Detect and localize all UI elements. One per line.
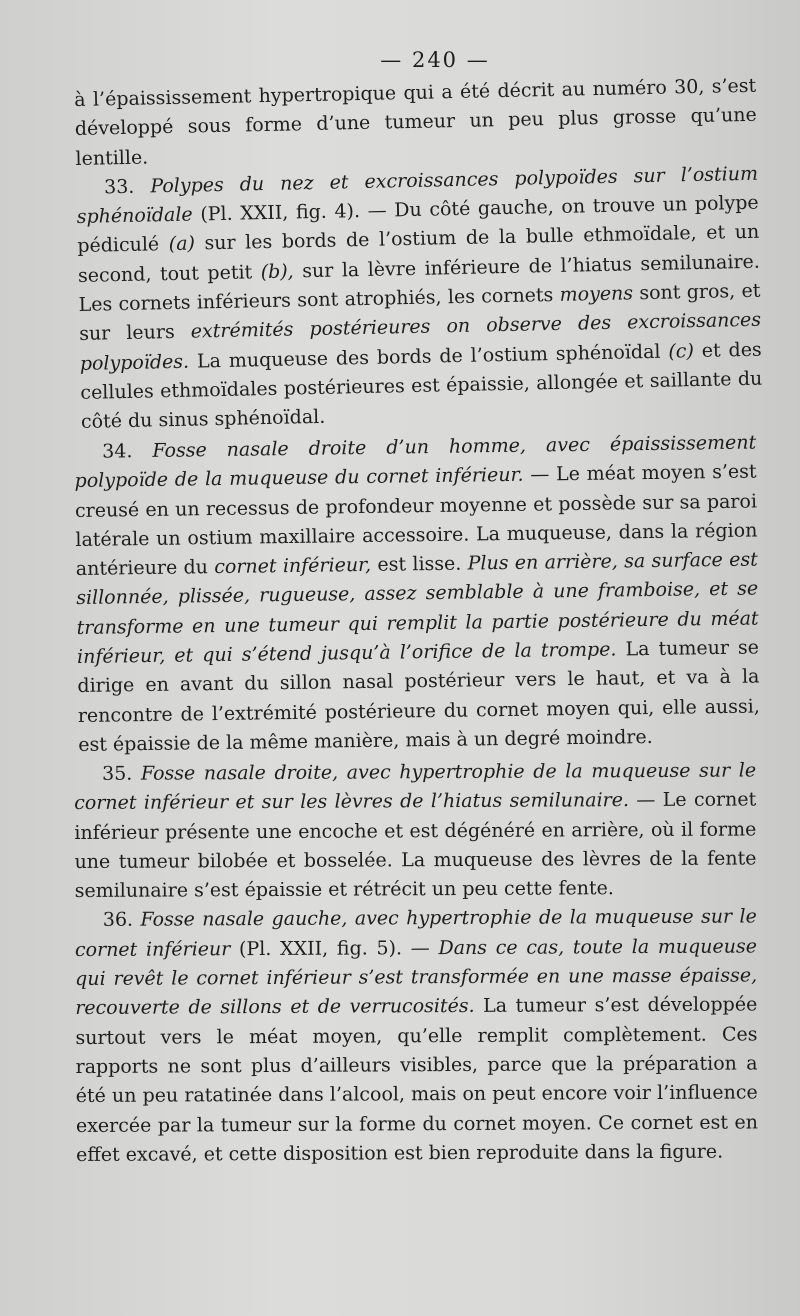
paragraph-text: à l’épaississement hypertropique qui a été décrit au numéro 30, s’est développé sous forme d’une tumeur un peu plus grosse qu’une lentille. xyxy=(74,74,757,170)
italic-phrase: extrémités postérieures on observe des excroissances polypoïdes. xyxy=(79,309,762,375)
paragraph-text: — Le cornet inférieur présente une encoche et est dégénéré en arrière, où il forme une tumeur bilobée et bosselée. La muqueuse des lèvres de la fente semilunaire s’est épaissie et rétrécit un peu cette fente. xyxy=(74,788,757,903)
paragraph-text: sur les bords de l’ostium de la bulle ethmoïdale, et un second, tout petit xyxy=(77,221,760,287)
page-number: — 240 — xyxy=(380,48,490,72)
italic-phrase: moyens xyxy=(559,282,634,306)
paragraph-text: La tumeur s’est développée surtout vers le méat moyen, qu’elle remplit complètement. Ces rapports ne sont plus d’ailleurs visibles, parce que la préparation a été un peu ratatinée dans l’alcool, mais on peut encore voir l’influence exercée par la tumeur sur la forme du cornet moyen. Ce cornet est en effet excavé, et cette disposition est bien reproduite dans la figure. xyxy=(75,993,758,1166)
paragraph-title: Fosse nasale droite d’un homme, avec épaississement polypoïde de la muqueuse du cornet inférieur. xyxy=(74,431,757,492)
paragraph-text: sur la lèvre inférieure de l’hiatus semilunaire. Les cornets inférieurs sont atrophiés, les cornets xyxy=(78,250,761,317)
paragraph-number: 36. xyxy=(102,909,134,932)
paragraph-text: La tumeur se dirige en avant du sillon nasal postérieur vers le haut, et va à la rencontre de l’extrémité postérieure du cornet moyen qui, elle aussi, est épaissie de la même manière, mais à un degré moindre. xyxy=(77,636,760,756)
text-block-top xyxy=(74,72,763,438)
paragraph-title: Fosse nasale gauche, avec hypertrophie de la muqueuse sur le cornet inférieur xyxy=(74,905,757,961)
paragraph-text: est lisse. xyxy=(377,552,462,576)
paragraph-title: Polypes du nez et excroissances polypoïdes sur l’ostium sphénoïdale xyxy=(76,162,759,229)
figure-label: (b), xyxy=(260,260,294,283)
paragraph-text: sont gros, et sur leurs xyxy=(78,279,761,346)
paragraph-text: La muqueuse des bords de l’ostium sphénoïdal xyxy=(196,340,661,373)
paragraph-36 xyxy=(75,903,758,1170)
text-block-bottom xyxy=(74,756,758,1170)
plate-reference: (Pl. XXII, fig. 4). xyxy=(200,200,361,226)
dash: — xyxy=(410,936,430,959)
italic-phrase: cornet inférieur, xyxy=(214,553,372,578)
plate-reference: (Pl. XXII, fig. 5). xyxy=(238,936,403,960)
italic-phrase: Dans ce cas, toute la muqueuse qui revêt le cornet inférieur s’est transformée en une masse épaisse, recouverte de sillons et de verrucosités. xyxy=(75,935,758,1020)
paragraph-text: — Du côté gauche, on trouve un polype pédiculé xyxy=(77,191,759,258)
paragraph-title: Fosse nasale droite, avec hypertrophie de la muqueuse sur le cornet inférieur et sur les lèvres de l’hiatus semilunaire. xyxy=(74,759,757,815)
figure-label: (c) xyxy=(668,339,695,363)
paragraph-number: 34. xyxy=(102,439,133,463)
paragraph-number: 35. xyxy=(102,762,133,785)
paragraph-35 xyxy=(74,756,757,906)
paragraph-number: 33. xyxy=(103,175,135,199)
paragraph-text: et des cellules ethmoïdales postérieures est épaissie, allongée et saillante du côté du sinus sphénoïdal. xyxy=(80,338,763,434)
italic-phrase: Plus en arrière, sa surface est sillonnée, plissée, rugueuse, assez semblable à une framboise, et se transforme en une tumeur qui remplit la partie postérieure du méat inférieur, et qui s’étend jusqu’à l’orifice de la trompe. xyxy=(76,548,759,668)
paragraph-34 xyxy=(74,428,760,760)
paragraph-continuation xyxy=(74,72,758,174)
text-block-middle xyxy=(74,428,760,760)
paragraph-text: — Le méat moyen s’est creusé en un recessus de profondeur moyenne et possède sur sa paroi latérale un ostium maxillaire accessoire. La muqueuse, dans la région antérieure du xyxy=(74,460,758,580)
figure-label: (a) xyxy=(168,232,196,256)
paragraph-33 xyxy=(76,160,763,438)
